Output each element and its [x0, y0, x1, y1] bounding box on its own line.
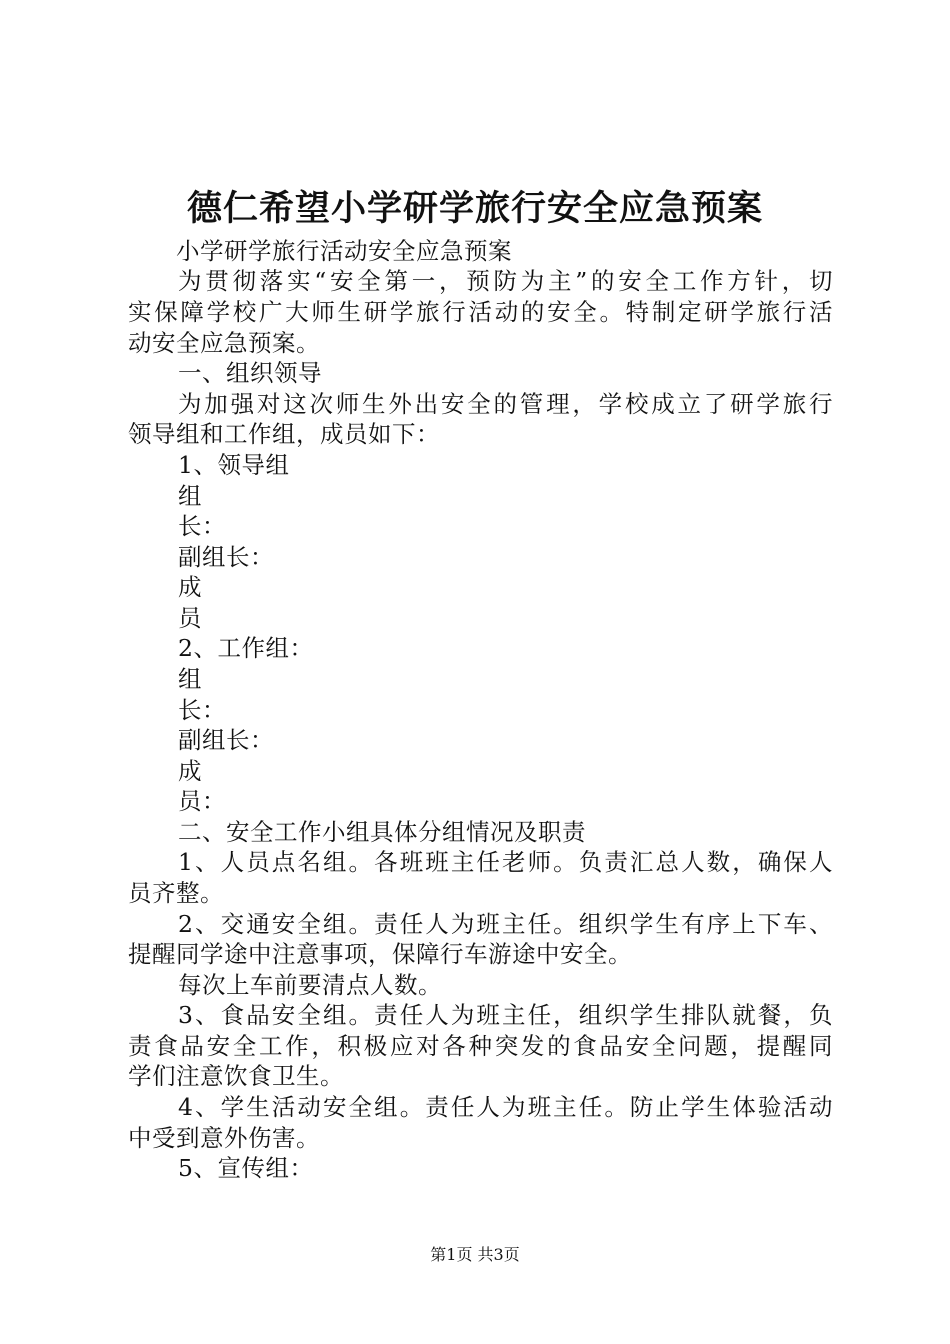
document-title: 德仁希望小学研学旅行安全应急预案 — [186, 188, 763, 229]
list-item: 组 — [178, 482, 202, 510]
paragraph-line: 中受到意外伤害。 — [128, 1124, 320, 1152]
list-item: 5、宣传组： — [178, 1154, 314, 1182]
paragraph-line: 学们注意饮食卫生。 — [128, 1062, 344, 1090]
list-item: 员 — [178, 604, 202, 632]
paragraph-line: 为加强对这次师生外出安全的管理，学校成立了研学旅行 — [178, 390, 833, 418]
paragraph-line: 3、食品安全组。责任人为班主任，组织学生排队就餐，负 — [178, 1001, 833, 1029]
list-item: 2、工作组： — [178, 634, 314, 662]
list-item: 员： — [178, 787, 226, 815]
paragraph-line: 实保障学校广大师生研学旅行活动的安全。特制定研学旅行活 — [128, 298, 833, 326]
section-heading: 二、安全工作小组具体分组情况及职责 — [178, 818, 586, 846]
page-footer: 第1页 共3页 — [430, 1245, 520, 1264]
section-heading: 一、组织领导 — [178, 359, 322, 387]
subtitle-line: 小学研学旅行活动安全应急预案 — [176, 237, 512, 265]
paragraph-line: 2、交通安全组。责任人为班主任。组织学生有序上下车、 — [178, 910, 833, 938]
paragraph-line: 员齐整。 — [128, 879, 224, 907]
paragraph-line: 提醒同学途中注意事项，保障行车游途中安全。 — [128, 940, 632, 968]
list-item: 副组长： — [178, 543, 274, 571]
list-item: 成 — [178, 573, 202, 601]
paragraph-line: 每次上车前要清点人数。 — [178, 971, 442, 999]
paragraph-line: 4、学生活动安全组。责任人为班主任。防止学生体验活动 — [178, 1093, 833, 1121]
paragraph-line: 领导组和工作组，成员如下： — [128, 420, 440, 448]
paragraph-line: 责食品安全工作，积极应对各种突发的食品安全问题，提醒同 — [128, 1032, 833, 1060]
paragraph-line: 1、人员点名组。各班班主任老师。负责汇总人数，确保人 — [178, 848, 833, 876]
list-item: 副组长： — [178, 726, 274, 754]
paragraph-line: 动安全应急预案。 — [128, 329, 320, 357]
list-item: 长： — [178, 512, 226, 540]
list-item: 1、领导组 — [178, 451, 290, 479]
paragraph-line: 为贯彻落实“安全第一，预防为主”的安全工作方针，切 — [178, 267, 833, 295]
list-item: 组 — [178, 665, 202, 693]
list-item: 成 — [178, 757, 202, 785]
list-item: 长： — [178, 696, 226, 724]
